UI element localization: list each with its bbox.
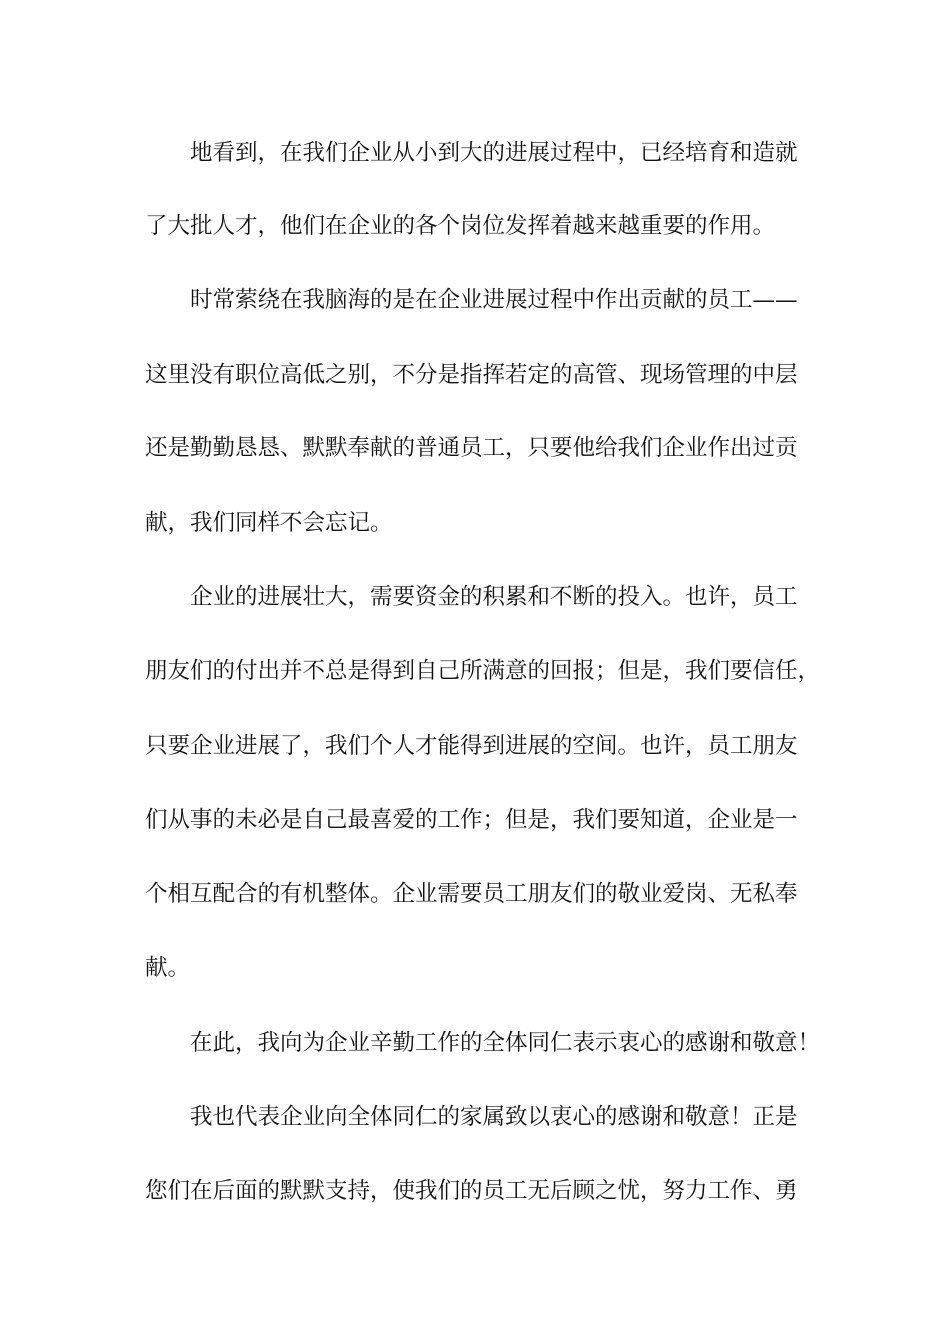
text-line: 献。 [145, 955, 191, 981]
text-line: 只要企业进展了，我们个人才能得到进展的空间。也许，员工朋友 [145, 733, 798, 759]
text-line: 个相互配合的有机整体。企业需要员工朋友们的敬业爱岗、无私奉 [145, 881, 798, 907]
text-line: 企业的进展壮大，需要资金的积累和不断的投入。也许，员工 [190, 584, 798, 610]
text-line: 朋友们的付出并不总是得到自己所满意的回报；但是，我们要信任， [145, 658, 821, 684]
text-line: 时常萦绕在我脑海的是在企业进展过程中作出贡献的员工—— [190, 287, 798, 313]
text-line: 还是勤勤恳恳、默默奉献的普通员工，只要他给我们企业作出过贡 [145, 435, 798, 461]
text-line: 您们在后面的默默支持，使我们的员工无后顾之忧，努力工作、勇 [145, 1178, 798, 1204]
text-line: 了大批人才，他们在企业的各个岗位发挥着越来越重要的作用。 [145, 213, 776, 239]
text-line: 我也代表企业向全体同仁的家属致以衷心的感谢和敬意！正是 [190, 1104, 798, 1130]
text-line: 献，我们同样不会忘记。 [145, 510, 393, 536]
text-line: 这里没有职位高低之别，不分是指挥若定的高管、现场管理的中层 [145, 362, 798, 388]
text-line: 地看到，在我们企业从小到大的进展过程中，已经培育和造就 [190, 140, 798, 166]
text-line: 在此，我向为企业辛勤工作的全体同仁表示衷心的感谢和敬意！ [190, 1030, 821, 1056]
text-line: 们从事的未必是自己最喜爱的工作；但是，我们要知道，企业是一 [145, 807, 798, 833]
